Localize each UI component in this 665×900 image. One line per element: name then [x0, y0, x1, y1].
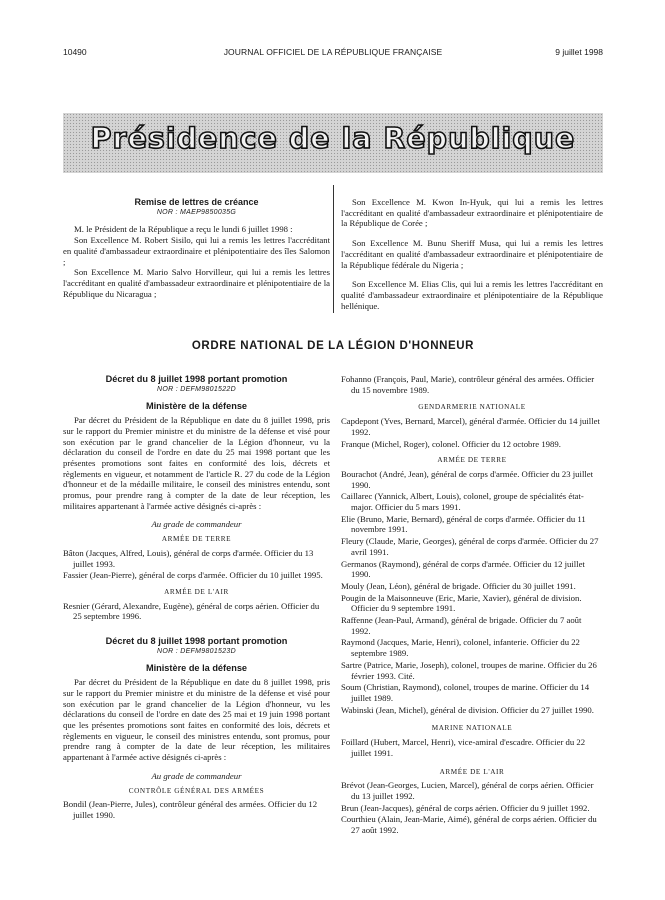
decret1-air-label: ARMÉE DE L'AIR [164, 587, 229, 596]
decret1-terre-label: ARMÉE DE TERRE [161, 535, 232, 544]
gendarmerie-label: GENDARMERIE NATIONALE [418, 403, 526, 412]
lettres-left-column [63, 197, 330, 299]
decret1-body: Par décret du Président de la République en date du 8 juillet 1998, pris sur le rapport du Premier ministre et du ministre de la défense et visé pour son exécution par le grand chancelier de la Légion d'honneur, vu la déclaration du conseil de l'ordre en date du 25 mai 1998 portant que les présentes promotions sont faites en conformité des lois, décrets et règlements en vigueur, et notamment de l'article R. 27 du code de la Légion d'honneur et de la médaille militaire, le conseil des ministres entendu, sont promus, pour prendre rang à compter de la date de leur réception, les militaires appartenant à l'armée active désignés ci-après : [63, 415, 330, 511]
nomination-entry: Mouly (Jean, Léon), général de brigade. Officier du 30 juillet 1991. [341, 580, 576, 591]
journal-title: JOURNAL OFFICIEL DE LA RÉPUBLIQUE FRANÇAISE [223, 47, 443, 57]
nomination-entry: Bourachot (André, Jean), général de corps d'armée. Officier du 23 juillet 1990. [341, 468, 594, 490]
armee-air-label: ARMÉE DE L'AIR [439, 767, 505, 776]
nomination-entry: Brun (Jean-Jacques), général de corps aérien. Officier du 9 juillet 1992. [341, 802, 590, 813]
nomination-entry: Sartre (Patrice, Marie, Joseph), colonel, troupes de marine. Officier du 26 février 1993. Cité. [341, 659, 597, 681]
decrets-right-column [341, 374, 603, 837]
nomination-entry: Fleury (Claude, Marie, Georges), général de corps d'armée. Officier du 27 avril 1991. [341, 536, 599, 557]
nomination-entry: Wabinski (Jean, Michel), général de division. Officier du 27 juillet 1990. [341, 704, 594, 715]
armee-terre-label: ARMÉE DE TERRE [437, 456, 507, 465]
nomination-entry: Raffenne (Jean-Paul, Armand), général de brigade. Officier du 7 août 1992. [341, 615, 582, 636]
decret2-body: Par décret du Président de la République en date du 8 juillet 1998, pris sur le rapport du Premier ministre et du ministre de la défense et visé pour son exécution par le grand chancelier de la Légion d'honneur, vu les déclarations du conseil de l'ordre en date des 25 mai et 19 juin 1998 portant que les présentes promotions sont faites en conformité des lois, décrets et règlements en vigueur, le conseil des ministres entendu, sont promus, pour prendre rang à compter de la date de leur réception, les militaires appartenant à l'armée active désignés ci-après : [63, 677, 330, 763]
decret2-ministry: Ministère de la défense [145, 663, 248, 674]
lettres-paragraph: Son Excellence M. Elias Clis, qui lui a remis les lettres l'accréditant en qualité d'ambassadeur extraordinaire et plénipotentiaire de la République hellénique. [341, 279, 603, 311]
lettres-paragraph: Son Excellence M. Kwon In-Hyuk, qui lui a remis les lettres l'accréditant en qualité d'ambassadeur extraordinaire et plénipotentiaire de la République de Corée ; [341, 197, 603, 229]
nomination-entry: Capdepont (Yves, Bernard, Marcel), général d'armée. Officier du 14 juillet 1992. [341, 416, 600, 437]
decret1-ministry: Ministère de la défense [145, 401, 248, 412]
decret1-nor: NOR : DEFM9801522D [157, 385, 236, 393]
nomination-entry: Caillarec (Yannick, Albert, Louis), colonel, groupe de spécialités état-major. Officier du 5 mars 1991. [341, 491, 584, 513]
nomination-entry: Foillard (Hubert, Marcel, Henri), vice-amiral d'escadre. Officier du 22 juillet 1991. [341, 737, 586, 758]
nomination-entry: Bâton (Jacques, Alfred, Louis), général de corps d'armée. Officier du 13 juillet 1993. [63, 547, 314, 569]
lettres-paragraph: Son Excellence M. Mario Salvo Horvilleur, qui lui a remis les lettres l'accréditant en qualité d'ambassadeur extraordinaire et plénipotentiaire de la République du Nicaragua ; [63, 267, 330, 299]
lettres-paragraph: Son Excellence M. Bunu Sheriff Musa, qui lui a remis les lettres l'accréditant en qualité d'ambassadeur extraordinaire et plénipotentiaire de la République fédérale du Nigeria ; [341, 238, 603, 270]
page-number: 10490 [63, 47, 87, 57]
marine-label: MARINE NATIONALE [431, 724, 513, 733]
nomination-entry: Germanos (Raymond), général de corps d'armée. Officier du 12 juillet 1990. [341, 558, 585, 580]
nomination-entry: Brévot (Jean-Georges, Lucien, Marcel), général de corps aérien. Officier du 13 juillet 1992. [341, 780, 594, 801]
lettres-right-column [341, 197, 603, 311]
page-header [63, 47, 603, 61]
nomination-entry: Bondil (Jean-Pierre, Jules), contrôleur général des armées. Officier du 12 juillet 1990. [63, 799, 318, 820]
nomination-entry: Franque (Michel, Roger), colonel. Officier du 12 octobre 1989. [341, 438, 561, 449]
nomination-entry: Soum (Christian, Raymond), colonel, troupes de marine. Officier du 14 juillet 1989. [341, 682, 590, 703]
decrets-left-column [63, 374, 330, 822]
banner-title: Présidence de la République [90, 122, 576, 155]
lettres-title: Remise de lettres de créance [134, 197, 259, 207]
decret1-grade: Au grade de commandeur [151, 519, 242, 530]
nomination-entry: Resnier (Gérard, Alexandre, Eugène), général de corps aérien. Officier du 25 septembre 1996. [63, 600, 320, 622]
nomination-entry: Fassier (Jean-Pierre), général de corps d'armée. Officier du 10 juillet 1995. [63, 570, 323, 581]
decret2-nor: NOR : DEFM9801523D [157, 647, 236, 655]
lettres-paragraph: M. le Président de la République a reçu le lundi 6 juillet 1998 : [74, 224, 293, 235]
decret1-title: Décret du 8 juillet 1998 portant promotion [105, 374, 288, 384]
decret2-title: Décret du 8 juillet 1998 portant promotion [105, 636, 288, 647]
issue-date: 9 juillet 1998 [555, 47, 603, 57]
decret2-grade: Au grade de commandeur [151, 770, 242, 781]
nomination-entry: Raymond (Jacques, Marie, Henri), colonel, infanterie. Officier du 22 septembre 1989. [341, 637, 580, 659]
nomination-entry: Elie (Bruno, Marie, Bernard), général de corps d'armée. Officier du 11 novembre 1991. [341, 513, 586, 535]
nomination-entry: Pougin de la Maisonneuve (Eric, Marie, Xavier), général de division. Officier du 9 septembre 1991. [341, 592, 582, 614]
section-title: ORDRE NATIONAL DE LA LÉGION D'HONNEUR [191, 340, 475, 352]
decret2-cga-label: CONTRÔLE GÉNÉRAL DES ARMÉES [128, 786, 265, 795]
section-banner [63, 113, 603, 173]
lettres-nor: NOR : MAEP9850035G [156, 208, 237, 216]
nomination-entry: Fohanno (François, Paul, Marie), contrôleur général des armées. Officier du 15 novembre 1989. [341, 374, 595, 395]
lettres-paragraph: Son Excellence M. Robert Sisilo, qui lui a remis les lettres l'accréditant en qualité d'ambassadeur extraordinaire et plénipotentiaire des îles Salomon ; [63, 235, 330, 267]
column-divider [333, 185, 334, 313]
nomination-entry: Courthieu (Alain, Jean-Marie, Aimé), général de corps aérien. Officier du 27 août 1992. [341, 814, 597, 836]
